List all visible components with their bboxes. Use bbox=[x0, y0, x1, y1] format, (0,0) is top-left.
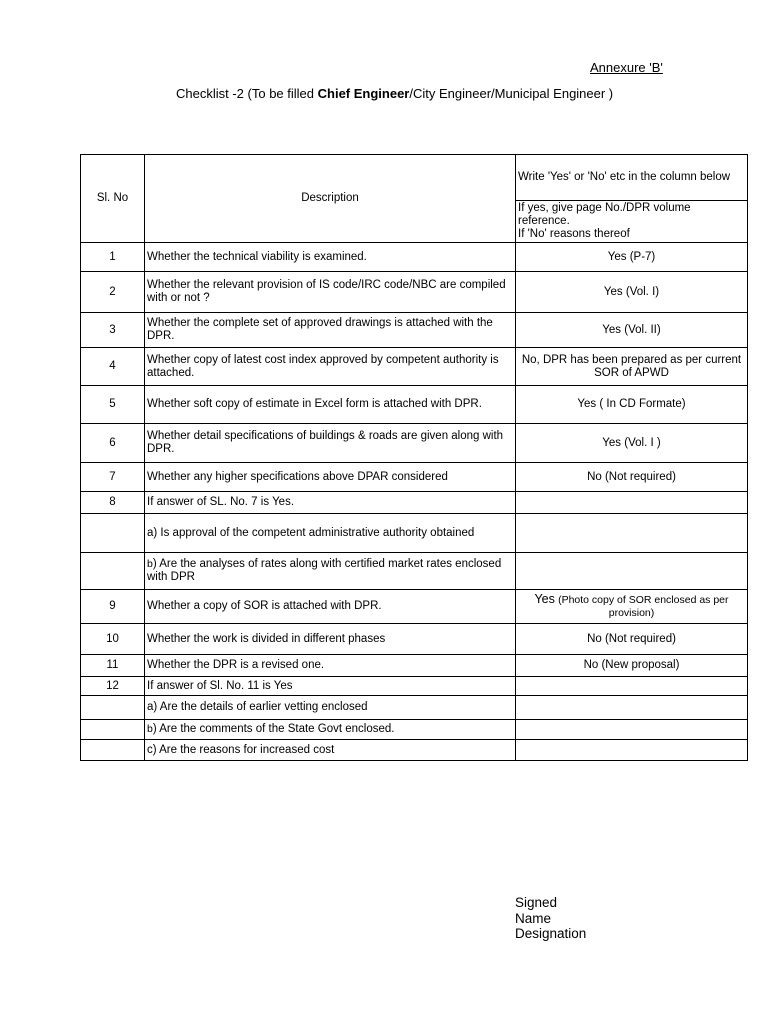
row-answer: Yes (Vol. I) bbox=[516, 272, 748, 313]
checklist-table bbox=[80, 154, 748, 761]
row-answer: No (New proposal) bbox=[516, 655, 748, 677]
title-suffix: /City Engineer/Municipal Engineer ) bbox=[409, 86, 614, 101]
row-sl: 11 bbox=[81, 655, 145, 677]
table-row bbox=[81, 492, 748, 514]
row-sl bbox=[81, 720, 145, 740]
row-description: Whether detail specifications of buildings & roads are given along with DPR. bbox=[145, 424, 516, 463]
row-answer: No (Not required) bbox=[516, 624, 748, 655]
table-row bbox=[81, 463, 748, 492]
signature-block bbox=[515, 895, 586, 942]
row-answer: Yes ( In CD Formate) bbox=[516, 386, 748, 424]
table-row bbox=[81, 313, 748, 348]
table-row bbox=[81, 348, 748, 386]
row-answer bbox=[516, 590, 748, 624]
row-sl: 6 bbox=[81, 424, 145, 463]
table-row bbox=[81, 386, 748, 424]
signed-label: Signed bbox=[515, 895, 558, 910]
row-answer-main: Yes bbox=[534, 592, 555, 606]
row-description: a) Are the details of earlier vetting enclosed bbox=[145, 696, 516, 720]
row-description-prefix: b bbox=[147, 558, 153, 570]
row-sl: 8 bbox=[81, 492, 145, 514]
row-answer: Yes (Vol. II) bbox=[516, 313, 748, 348]
row-description: Whether the work is divided in different phases bbox=[145, 624, 516, 655]
table-row bbox=[81, 624, 748, 655]
row-answer bbox=[516, 696, 748, 720]
header-if-yes-line1: If yes, give page No./DPR volume reference. bbox=[518, 202, 691, 227]
row-answer bbox=[516, 553, 748, 590]
row-sl bbox=[81, 553, 145, 590]
row-description: Whether the technical viability is examined. bbox=[145, 243, 516, 272]
row-description-prefix: b bbox=[147, 723, 153, 735]
row-description: Whether soft copy of estimate in Excel form is attached with DPR. bbox=[145, 386, 516, 424]
row-description: If answer of Sl. No. 11 is Yes bbox=[145, 677, 516, 696]
row-sl bbox=[81, 740, 145, 761]
row-answer bbox=[516, 492, 748, 514]
row-description: If answer of SL. No. 7 is Yes. bbox=[145, 492, 516, 514]
designation-label: Designation bbox=[515, 926, 587, 941]
row-sl: 4 bbox=[81, 348, 145, 386]
table-row bbox=[81, 243, 748, 272]
row-description-text: ) Are the comments of the State Govt enclosed. bbox=[152, 723, 395, 735]
table-row bbox=[81, 720, 748, 740]
table-row bbox=[81, 740, 748, 761]
table-row bbox=[81, 590, 748, 624]
table-row bbox=[81, 272, 748, 313]
header-if-yes bbox=[516, 201, 748, 243]
row-description: Whether the relevant provision of IS code/IRC code/NBC are compiled with or not ? bbox=[145, 272, 516, 313]
name-label: Name bbox=[515, 910, 552, 926]
table-row bbox=[81, 677, 748, 696]
header-if-yes-line2: If 'No' reasons thereof bbox=[518, 228, 630, 240]
row-description: Whether the complete set of approved drawings is attached with the DPR. bbox=[145, 313, 516, 348]
row-description: Whether a copy of SOR is attached with DPR. bbox=[145, 590, 516, 624]
row-answer bbox=[516, 677, 748, 696]
header-write: Write 'Yes' or 'No' etc in the column below bbox=[516, 155, 748, 201]
row-sl bbox=[81, 514, 145, 553]
row-answer: Yes (Vol. I ) bbox=[516, 424, 748, 463]
row-description bbox=[145, 720, 516, 740]
row-sl: 3 bbox=[81, 313, 145, 348]
title-bold: Chief Engineer bbox=[317, 86, 410, 101]
row-sl: 12 bbox=[81, 677, 145, 696]
checklist-title bbox=[176, 86, 613, 101]
row-description bbox=[145, 553, 516, 590]
table-row bbox=[81, 655, 748, 677]
row-answer bbox=[516, 514, 748, 553]
row-sl: 10 bbox=[81, 624, 145, 655]
row-answer bbox=[516, 740, 748, 761]
row-sl: 7 bbox=[81, 463, 145, 492]
row-sl: 9 bbox=[81, 590, 145, 624]
annexure-label: Annexure 'B' bbox=[590, 60, 663, 75]
row-sl: 5 bbox=[81, 386, 145, 424]
header-sl-no: Sl. No bbox=[81, 155, 145, 243]
row-answer-note: (Photo copy of SOR enclosed as per provision) bbox=[558, 594, 729, 619]
row-sl: 2 bbox=[81, 272, 145, 313]
row-description: Whether the DPR is a revised one. bbox=[145, 655, 516, 677]
header-row bbox=[81, 155, 748, 201]
row-description: a) Is approval of the competent administrative authority obtained bbox=[145, 514, 516, 553]
row-description-text: ) Are the analyses of rates along with certified market rates enclosed with DPR bbox=[147, 558, 502, 583]
table-row bbox=[81, 696, 748, 720]
row-sl: 1 bbox=[81, 243, 145, 272]
row-answer bbox=[516, 720, 748, 740]
table-row bbox=[81, 514, 748, 553]
table-row bbox=[81, 424, 748, 463]
header-description: Description bbox=[145, 155, 516, 243]
table-row bbox=[81, 553, 748, 590]
row-answer: No (Not required) bbox=[516, 463, 748, 492]
row-answer: Yes (P-7) bbox=[516, 243, 748, 272]
row-description: Whether copy of latest cost index approved by competent authority is attached. bbox=[145, 348, 516, 386]
row-sl bbox=[81, 696, 145, 720]
row-description: Whether any higher specifications above DPAR considered bbox=[145, 463, 516, 492]
row-answer: No, DPR has been prepared as per current SOR of APWD bbox=[516, 348, 748, 386]
title-prefix: Checklist -2 (To be filled bbox=[176, 86, 318, 101]
row-description: c) Are the reasons for increased cost bbox=[145, 740, 516, 761]
